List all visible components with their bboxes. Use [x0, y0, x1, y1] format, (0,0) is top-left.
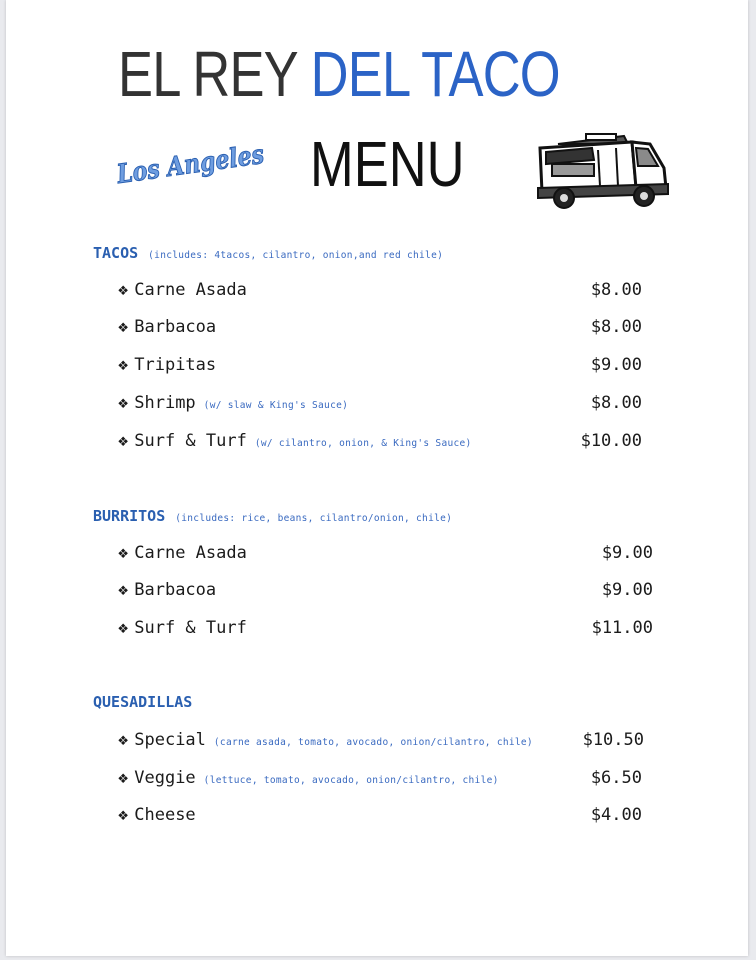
section-burritos — [93, 507, 452, 525]
section-title-burritos: BURRITOS — [93, 507, 166, 525]
item-name: Barbacoa — [134, 317, 217, 337]
section-note-tacos: (includes: 4tacos, cilantro, onion,and red chile) — [148, 250, 444, 261]
menu-item — [118, 730, 533, 750]
menu-item — [118, 317, 216, 337]
menu-item — [118, 618, 247, 638]
diamond-bullet-icon: ❖ — [118, 355, 129, 375]
menu-item — [118, 355, 216, 375]
item-name: Tripitas — [134, 355, 217, 375]
item-note: (w/ cilantro, onion, & King's Sauce) — [254, 438, 472, 449]
item-name: Veggie — [134, 768, 196, 788]
diamond-bullet-icon: ❖ — [118, 393, 129, 413]
diamond-bullet-icon: ❖ — [118, 580, 129, 600]
item-price: $10.00 — [580, 431, 642, 451]
item-name: Barbacoa — [134, 580, 217, 600]
diamond-bullet-icon: ❖ — [118, 317, 129, 337]
item-name: Cheese — [134, 805, 196, 825]
menu-item — [118, 543, 247, 563]
item-price: $9.00 — [601, 580, 653, 600]
item-price: $8.00 — [590, 317, 642, 337]
restaurant-title — [6, 36, 672, 112]
item-name: Special — [134, 730, 206, 750]
section-tacos — [93, 244, 443, 262]
los-angeles-logo — [110, 136, 292, 191]
section-note-burritos: (includes: rice, beans, cilantro/onion, chile) — [175, 513, 453, 524]
item-note: (w/ slaw & King's Sauce) — [203, 400, 349, 411]
diamond-bullet-icon: ❖ — [118, 768, 129, 788]
item-price: $4.00 — [590, 805, 642, 825]
item-name: Carne Asada — [134, 280, 247, 300]
menu-item — [118, 580, 216, 600]
item-price: $10.50 — [582, 730, 644, 750]
item-price: $9.00 — [601, 543, 653, 563]
section-title-quesadillas: QUESADILLAS — [93, 693, 193, 711]
menu-page — [6, 0, 748, 956]
diamond-bullet-icon: ❖ — [118, 431, 129, 451]
item-name: Shrimp — [134, 393, 196, 413]
logo-text: Los Angeles — [115, 136, 292, 191]
item-note: (carne asada, tomato, avocado, onion/cilantro, chile) — [213, 737, 533, 748]
item-price: $9.00 — [590, 355, 642, 375]
item-name: Surf & Turf — [134, 431, 247, 451]
item-price: $8.00 — [590, 280, 642, 300]
food-truck-icon — [532, 130, 672, 212]
title-part-1: EL REY — [118, 38, 297, 110]
menu-item — [118, 768, 499, 788]
title-part-2: DEL TACO — [310, 38, 560, 110]
item-name: Carne Asada — [134, 543, 247, 563]
menu-item — [118, 280, 247, 300]
menu-item — [118, 393, 348, 413]
diamond-bullet-icon: ❖ — [118, 618, 129, 638]
item-note: (lettuce, tomato, avocado, onion/cilantro, chile) — [203, 775, 499, 786]
item-price: $11.00 — [591, 618, 653, 638]
diamond-bullet-icon: ❖ — [118, 543, 129, 563]
menu-heading: MENU — [310, 128, 465, 200]
diamond-bullet-icon: ❖ — [118, 280, 129, 300]
diamond-bullet-icon: ❖ — [118, 805, 129, 825]
item-price: $8.00 — [590, 393, 642, 413]
item-name: Surf & Turf — [134, 618, 247, 638]
section-quesadillas — [93, 693, 192, 711]
menu-item — [118, 431, 472, 451]
section-title-tacos: TACOS — [93, 244, 139, 262]
diamond-bullet-icon: ❖ — [118, 730, 129, 750]
item-price: $6.50 — [590, 768, 642, 788]
menu-item — [118, 805, 196, 825]
